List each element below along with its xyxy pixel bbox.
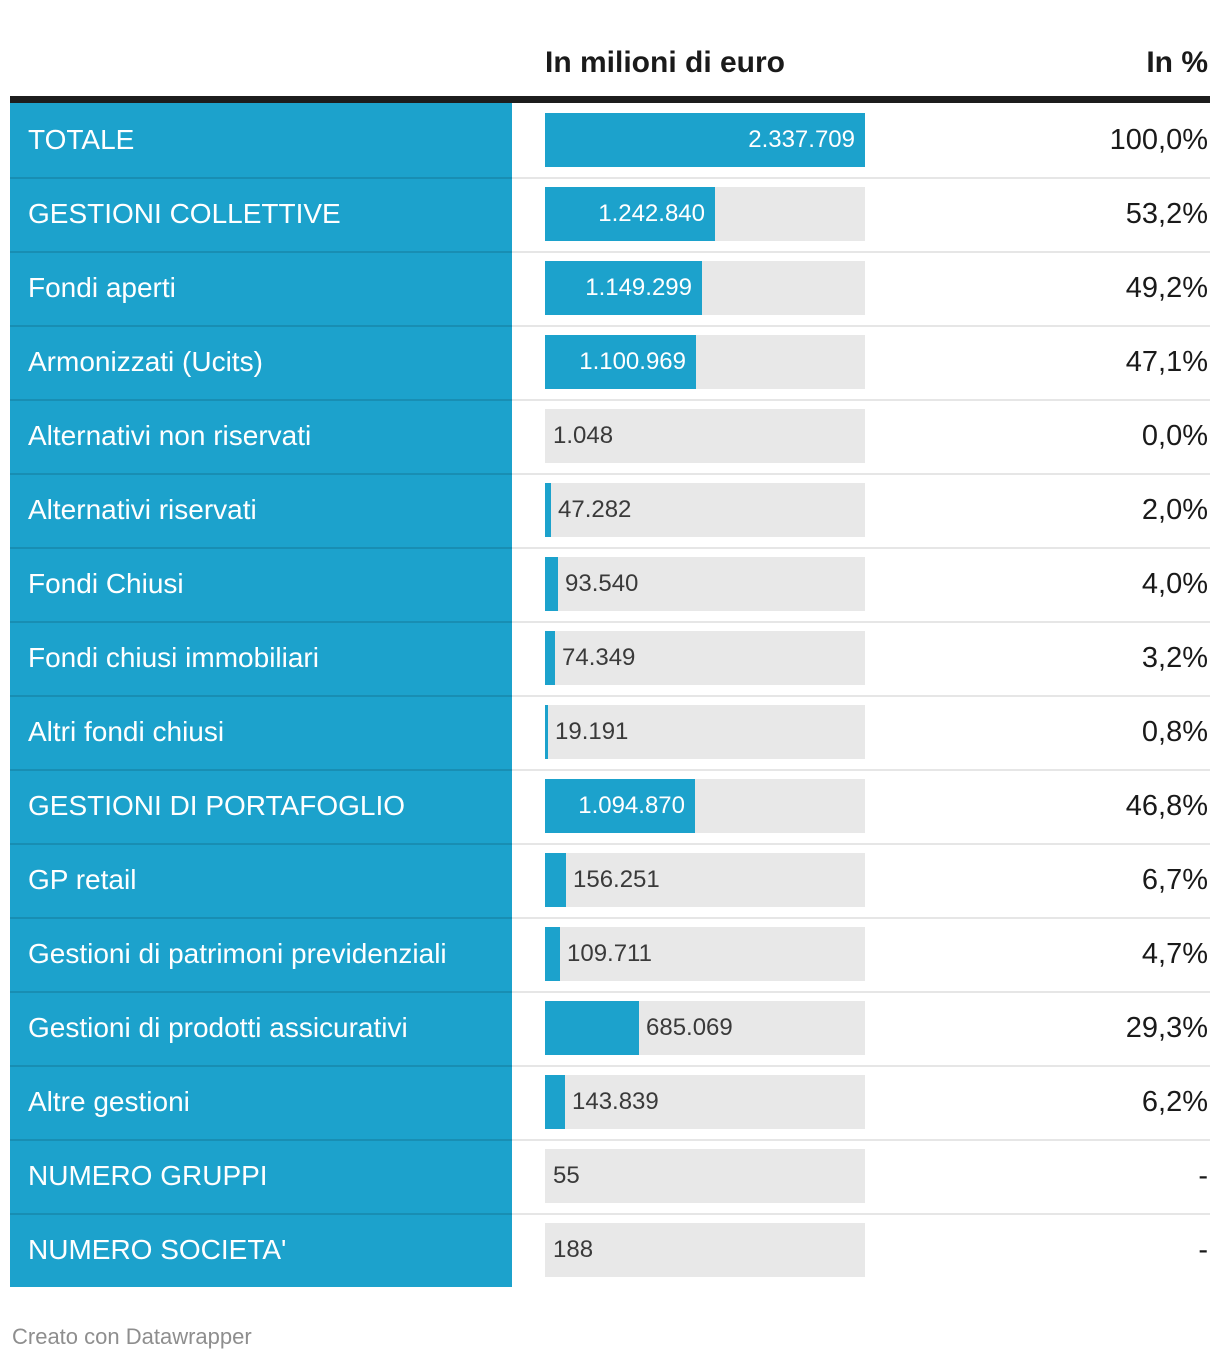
table-row xyxy=(0,251,1220,325)
bar-track xyxy=(545,1149,865,1203)
bar-value-label: 55 xyxy=(553,1162,580,1189)
bar-value-label: 1.048 xyxy=(553,422,614,449)
value-bar xyxy=(545,1075,565,1129)
row-category-label: Alternativi riservati xyxy=(10,473,512,547)
value-bar xyxy=(545,557,558,611)
row-category-label: Alternativi non riservati xyxy=(10,399,512,473)
value-column-header: In milioni di euro xyxy=(545,46,785,79)
bar-value-label: 19.191 xyxy=(555,718,629,745)
bar-track xyxy=(545,483,865,537)
table-row xyxy=(0,325,1220,399)
value-bar xyxy=(545,1001,639,1055)
bar-value-label: 1.149.299 xyxy=(585,274,692,301)
row-category-label: Gestioni di patrimoni previdenziali xyxy=(10,917,512,991)
bar-track xyxy=(545,927,865,981)
bar-value-label: 685.069 xyxy=(646,1014,733,1041)
bar-value-label: 109.711 xyxy=(567,940,652,967)
bar-value-label: 93.540 xyxy=(565,570,639,597)
bar-value-label: 47.282 xyxy=(558,496,632,523)
percent-value: 0,8% xyxy=(1141,716,1208,748)
percent-value: 49,2% xyxy=(1125,272,1208,304)
row-category-label: Fondi chiusi immobiliari xyxy=(10,621,512,695)
bar-track xyxy=(545,853,865,907)
bar-track xyxy=(545,557,865,611)
bar-value-label: 156.251 xyxy=(573,866,660,893)
bar-value-label: 188 xyxy=(553,1236,594,1263)
table-row xyxy=(0,991,1220,1065)
header-rule xyxy=(10,96,1210,103)
percent-value: 4,7% xyxy=(1141,938,1208,970)
bar-track xyxy=(545,335,865,389)
table-row xyxy=(0,695,1220,769)
percent-value: 6,2% xyxy=(1141,1086,1208,1118)
bar-track xyxy=(545,1001,865,1055)
row-category-label: GP retail xyxy=(10,843,512,917)
percent-value: 4,0% xyxy=(1141,568,1208,600)
percent-value: 2,0% xyxy=(1141,494,1208,526)
bar-track xyxy=(545,261,865,315)
percent-column-header: In % xyxy=(1146,46,1208,79)
value-bar xyxy=(545,927,560,981)
bar-value-label: 1.242.840 xyxy=(598,200,705,227)
value-bar xyxy=(545,705,548,759)
bar-track xyxy=(545,187,865,241)
bar-track xyxy=(545,409,865,463)
table-row xyxy=(0,103,1220,177)
bar-value-label: 143.839 xyxy=(572,1088,659,1115)
table-row xyxy=(0,1213,1220,1287)
table-row xyxy=(0,769,1220,843)
bar-track xyxy=(545,631,865,685)
bar-value-label: 2.337.709 xyxy=(748,126,855,153)
percent-value: - xyxy=(1198,1234,1208,1266)
bar-track xyxy=(545,705,865,759)
percent-value: 3,2% xyxy=(1141,642,1208,674)
table-row xyxy=(0,547,1220,621)
datawrapper-credit: Creato con Datawrapper xyxy=(12,1324,252,1349)
table-row xyxy=(0,1139,1220,1213)
table-row xyxy=(0,177,1220,251)
value-bar xyxy=(545,483,551,537)
percent-value: 100,0% xyxy=(1109,124,1208,156)
bar-value-label: 1.094.870 xyxy=(578,792,685,819)
row-category-label: Fondi Chiusi xyxy=(10,547,512,621)
row-category-label: TOTALE xyxy=(10,103,512,177)
row-category-label: Altre gestioni xyxy=(10,1065,512,1139)
percent-value: 29,3% xyxy=(1125,1012,1208,1044)
row-category-label: Fondi aperti xyxy=(10,251,512,325)
table-row xyxy=(0,473,1220,547)
bar-track xyxy=(545,1075,865,1129)
value-bar xyxy=(545,631,555,685)
percent-value: 46,8% xyxy=(1125,790,1208,822)
row-category-label: Gestioni di prodotti assicurativi xyxy=(10,991,512,1065)
table-row xyxy=(0,399,1220,473)
value-bar xyxy=(545,853,566,907)
bar-track xyxy=(545,779,865,833)
bar-track xyxy=(545,113,865,167)
percent-value: 6,7% xyxy=(1141,864,1208,896)
bar-value-label: 74.349 xyxy=(562,644,636,671)
percent-value: 53,2% xyxy=(1125,198,1208,230)
percent-value: - xyxy=(1198,1160,1208,1192)
bar-track xyxy=(545,1223,865,1277)
row-category-label: NUMERO SOCIETA' xyxy=(10,1213,512,1287)
bar-value-label: 1.100.969 xyxy=(579,348,686,375)
table-rows xyxy=(0,103,1220,1287)
percent-value: 0,0% xyxy=(1141,420,1208,452)
row-category-label: Altri fondi chiusi xyxy=(10,695,512,769)
percent-value: 47,1% xyxy=(1125,346,1208,378)
table-row xyxy=(0,621,1220,695)
row-category-label: NUMERO GRUPPI xyxy=(10,1139,512,1213)
row-category-label: GESTIONI COLLETTIVE xyxy=(10,177,512,251)
table-row xyxy=(0,843,1220,917)
table-row xyxy=(0,1065,1220,1139)
row-category-label: Armonizzati (Ucits) xyxy=(10,325,512,399)
row-category-label: GESTIONI DI PORTAFOGLIO xyxy=(10,769,512,843)
table-row xyxy=(0,917,1220,991)
